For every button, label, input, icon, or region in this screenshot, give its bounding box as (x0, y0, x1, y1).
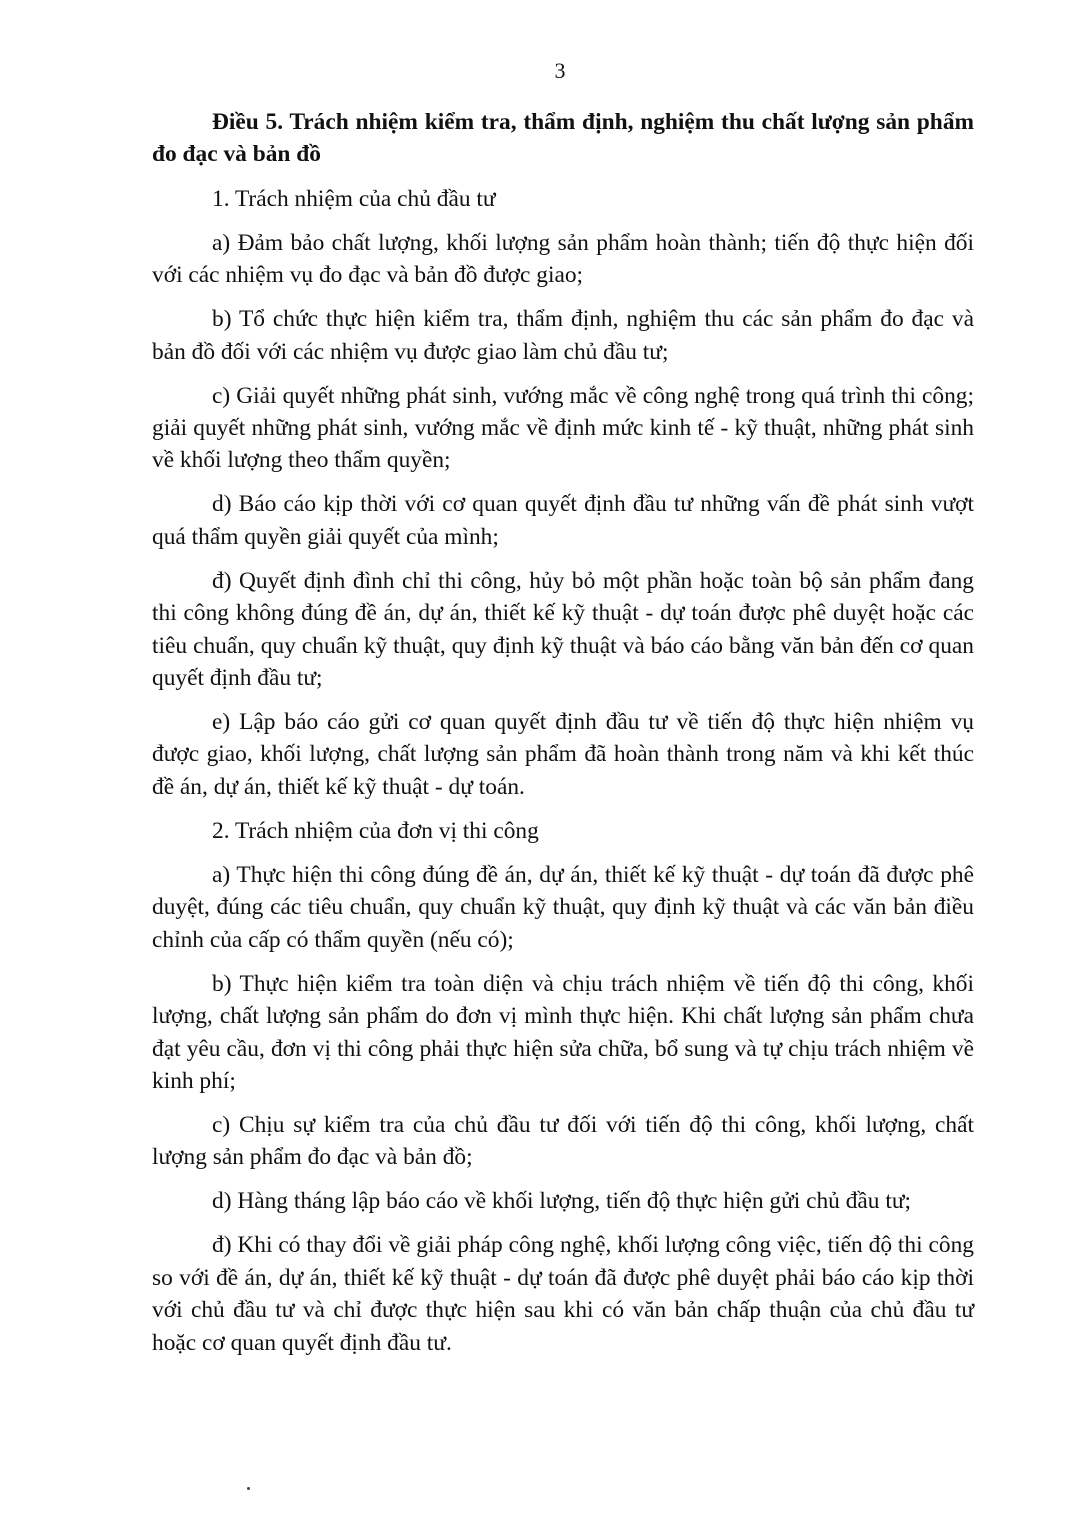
page-number: 3 (554, 58, 566, 83)
clause-paragraph: đ) Khi có thay đổi về giải pháp công nghệ, khối lượng công việc, tiến độ thi công so với đề án, dự án, thiết kế kỹ thuật - dự toán đã được phê duyệt phải báo cáo kịp thời với chủ đầu tư và chỉ được thực hiện sau khi có văn bản chấp thuận của chủ đầu tư hoặc cơ quan quyết định đầu tư. (152, 1232, 974, 1356)
clause-paragraph: c) Chịu sự kiểm tra của chủ đầu tư đối với tiến độ thi công, khối lượng, chất lượng sản phẩm đo đạc và bản đồ; (152, 1111, 974, 1171)
clause-paragraph: đ) Quyết định đình chỉ thi công, hủy bỏ một phần hoặc toàn bộ sản phẩm đang thi công không đúng đề án, dự án, thiết kế kỹ thuật - dự toán được phê duyệt hoặc các tiêu chuẩn, quy chuẩn kỹ thuật, quy định kỹ thuật và báo cáo bằng văn bản đến cơ quan quyết định đầu tư; (152, 567, 974, 692)
clause-paragraph: e) Lập báo cáo gửi cơ quan quyết định đầu tư về tiến độ thực hiện nhiệm vụ được giao, khối lượng, chất lượng sản phẩm đã hoàn thành trong năm và khi kết thúc đề án, dự án, thiết kế kỹ thuật - dự toán. (152, 709, 974, 800)
article-title: Điều 5. Trách nhiệm kiểm tra, thẩm định, nghiệm thu chất lượng sản phẩm đo đạc và bản đồ (152, 109, 974, 168)
clause-paragraph: a) Thực hiện thi công đúng đề án, dự án, thiết kế kỹ thuật - dự toán đã được phê duyệt, đúng các tiêu chuẩn, quy chuẩn kỹ thuật, quy định kỹ thuật và các văn bản điều chỉnh của cấp có thẩm quyền (nếu có); (152, 861, 974, 953)
clause-paragraph: c) Giải quyết những phát sinh, vướng mắc về công nghệ trong quá trình thi công; giải quyết những phát sinh, vướng mắc về định mức kinh tế - kỹ thuật, những phát sinh về khối lượng theo thẩm quyền; (152, 382, 974, 474)
clause-paragraph: d) Báo cáo kịp thời với cơ quan quyết định đầu tư những vấn đề phát sinh vượt quá thẩm quyền giải quyết của mình; (152, 491, 974, 550)
clause-paragraph: b) Tổ chức thực hiện kiểm tra, thẩm định, nghiệm thu các sản phẩm đo đạc và bản đồ đối với các nhiệm vụ được giao làm chủ đầu tư; (152, 306, 974, 365)
document-body (152, 106, 974, 1371)
clause-paragraph: d) Hàng tháng lập báo cáo về khối lượng, tiến độ thực hiện gửi chủ đầu tư; (212, 1188, 912, 1215)
section-heading-investor: 1. Trách nhiệm của chủ đầu tư (212, 185, 496, 212)
scan-speck (247, 1487, 250, 1490)
section-heading-contractor: 2. Trách nhiệm của đơn vị thi công (212, 817, 539, 844)
clause-paragraph: b) Thực hiện kiểm tra toàn diện và chịu trách nhiệm về tiến độ thi công, khối lượng, chất lượng sản phẩm do đơn vị mình thực hiện. Khi chất lượng sản phẩm chưa đạt yêu cầu, đơn vị thi công phải thực hiện sửa chữa, bổ sung và tự chịu trách nhiệm về kinh phí; (152, 970, 974, 1094)
clause-paragraph: a) Đảm bảo chất lượng, khối lượng sản phẩm hoàn thành; tiến độ thực hiện đối với các nhiệm vụ đo đạc và bản đồ được giao; (152, 229, 974, 289)
